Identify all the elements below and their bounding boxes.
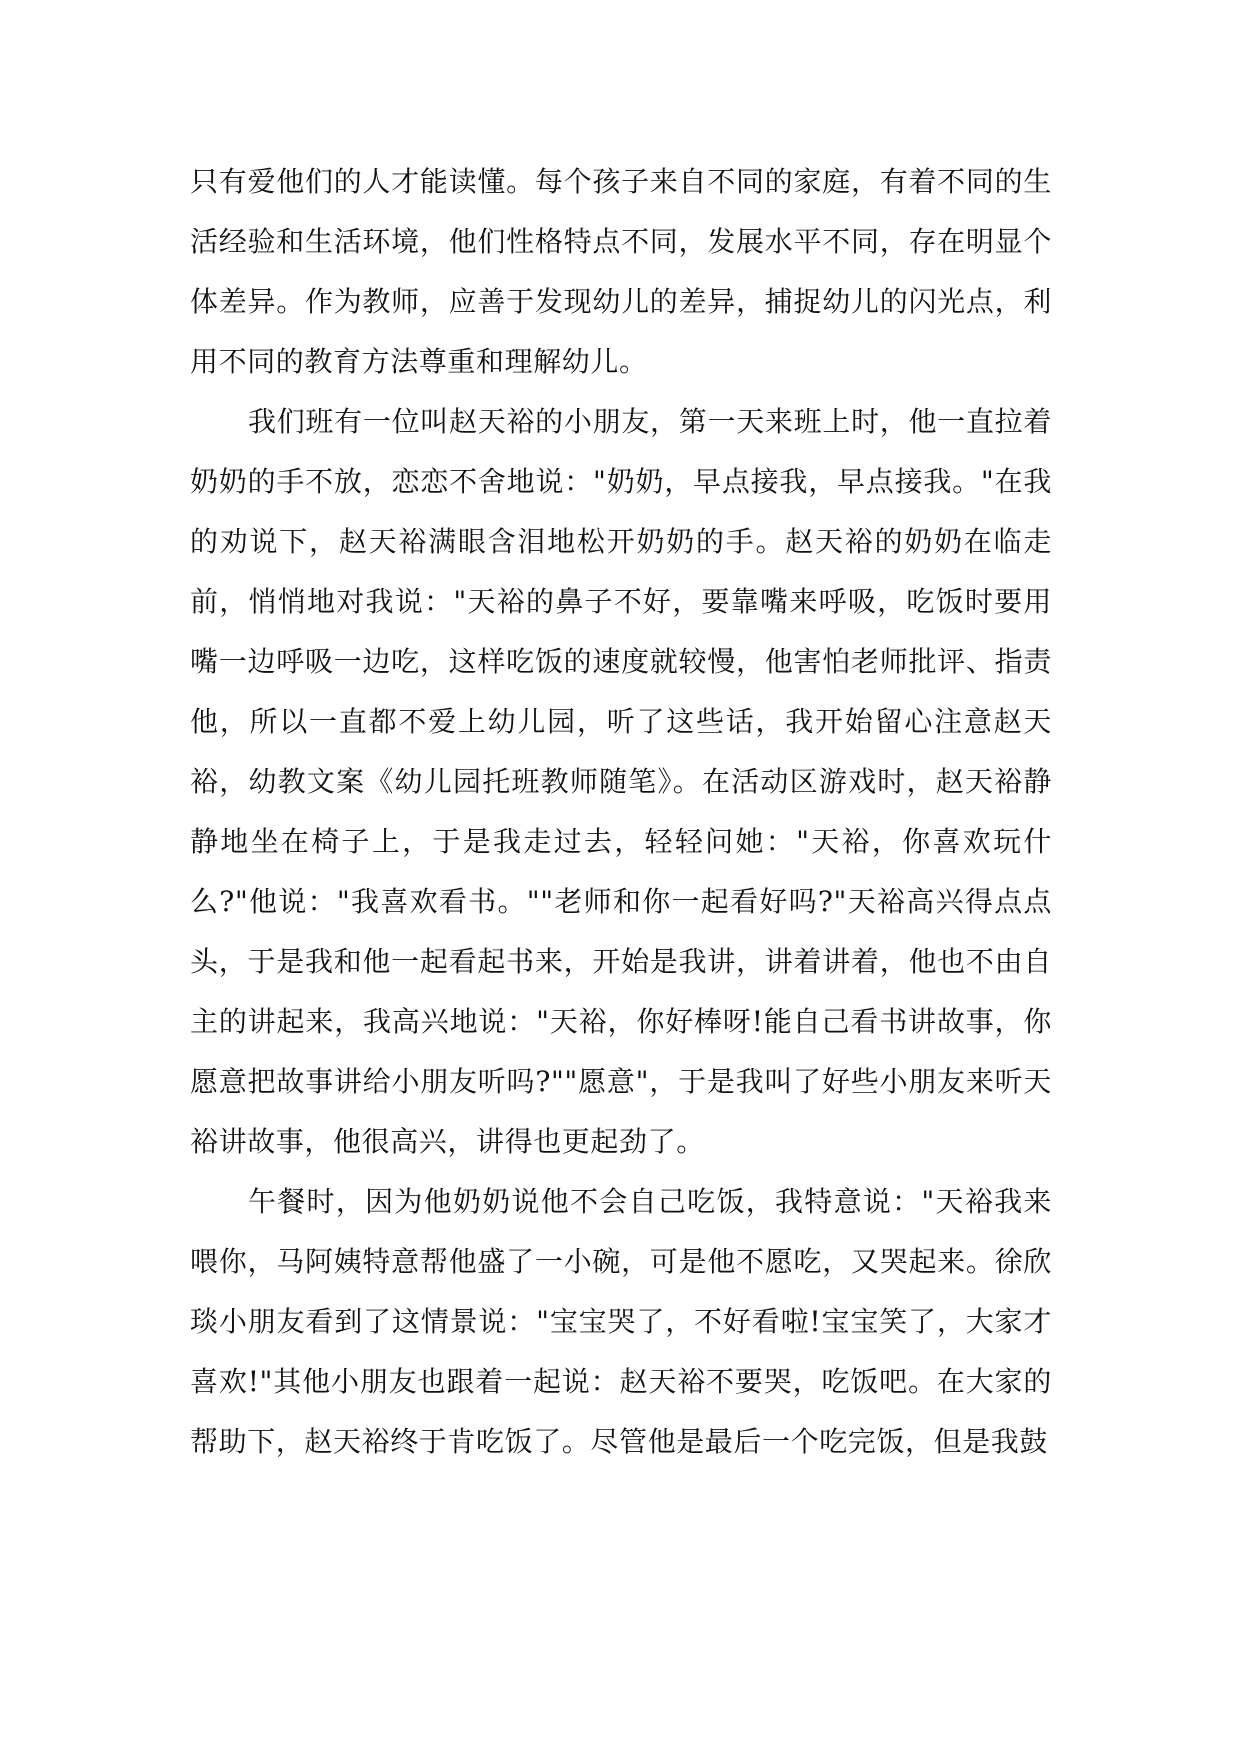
document-body — [190, 152, 1052, 1472]
paragraph-zhao-tianyu-story: 我们班有一位叫赵天裕的小朋友，第一天来班上时，他一直拉着奶奶的手不放，恋恋不舍地说："奶奶，早点接我，早点接我。"在我的劝说下，赵天裕满眼含泪地松开奶奶的手。赵天裕的奶奶在临走前，悄悄地对我说："天裕的鼻子不好，要靠嘴来呼吸，吃饭时要用嘴一边呼吸一边吃，这样吃饭的速度就较慢，他害怕老师批评、指责他，所以一直都不爱上幼儿园，听了这些话，我开始留心注意赵天裕，幼教文案《幼儿园托班教师随笔》。在活动区游戏时，赵天裕静静地坐在椅子上，于是我走过去，轻轻问她："天裕，你喜欢玩什么?"他说："我喜欢看书。""老师和你一起看好吗?"天裕高兴得点点头，于是我和他一起看起书来，开始是我讲，讲着讲着，他也不由自主的讲起来，我高兴地说："天裕，你好棒呀!能自己看书讲故事，你愿意把故事讲给小朋友听吗?""愿意"，于是我叫了好些小朋友来听天裕讲故事，他很高兴，讲得也更起劲了。 — [190, 405, 1052, 1158]
paragraph-lunch-time: 午餐时，因为他奶奶说他不会自己吃饭，我特意说："天裕我来喂你，马阿姨特意帮他盛了一小碗，可是他不愿吃，又哭起来。徐欣琰小朋友看到了这情景说："宝宝哭了，不好看啦!宝宝笑了，大家才喜欢!"其他小朋友也跟着一起说：赵天裕不要哭，吃饭吧。在大家的帮助下，赵天裕终于肯吃饭了。尽管他是最后一个吃完饭，但是我鼓 — [190, 1185, 1052, 1458]
paragraph-continued: 只有爱他们的人才能读懂。每个孩子来自不同的家庭，有着不同的生活经验和生活环境，他们性格特点不同，发展水平不同，存在明显个体差异。作为教师，应善于发现幼儿的差异，捕捉幼儿的闪光点，利用不同的教育方法尊重和理解幼儿。 — [190, 165, 1052, 378]
